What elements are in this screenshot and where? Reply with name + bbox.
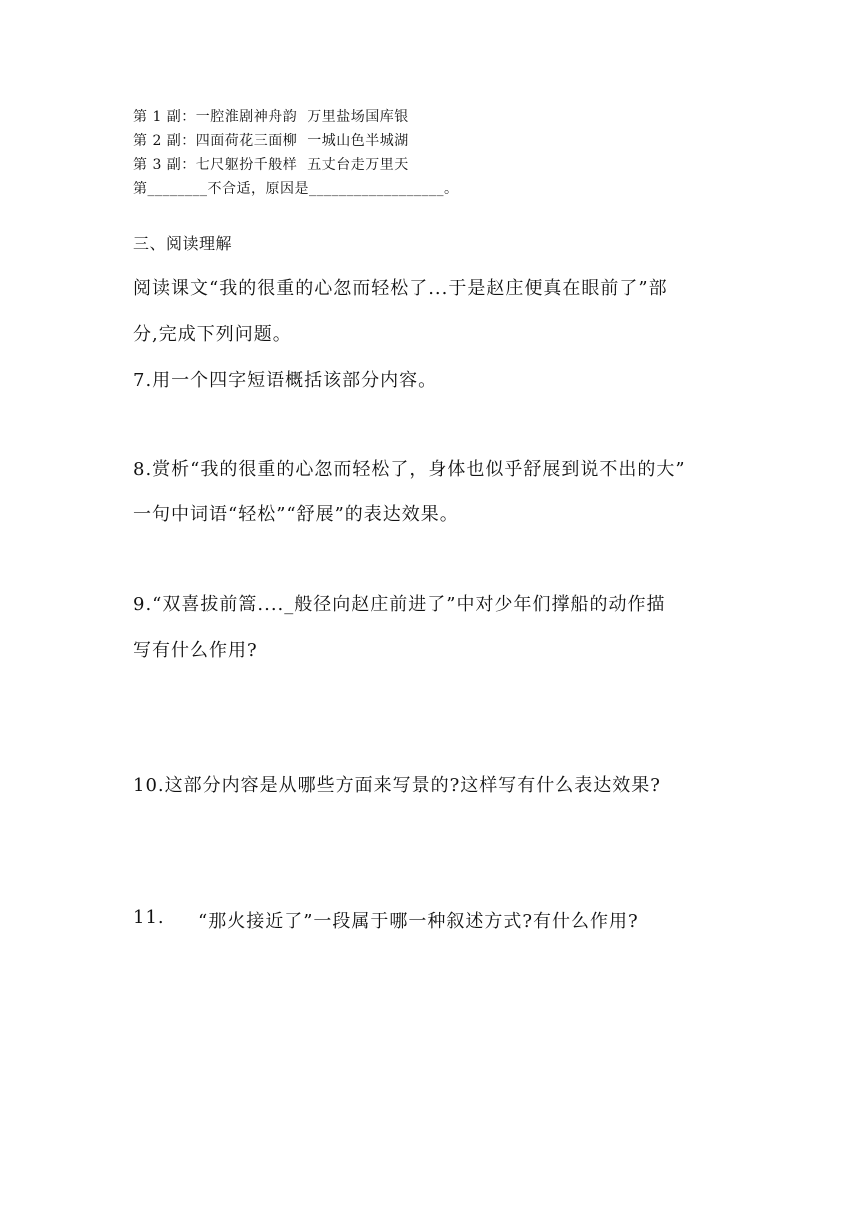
couplet-1: 第 1 副：一腔淮剧神舟韵 万里盐场国库银 — [133, 109, 409, 125]
question-11-number: 11. — [133, 907, 165, 928]
couplet-fill-in-line: 第________不合适，原因是__________________。 — [133, 181, 459, 197]
couplet-3: 第 3 副：七尺躯扮千般样 五丈台走万里天 — [133, 157, 409, 173]
section-title: 三、阅读理解 — [133, 234, 233, 253]
reading-intro-line-1: 阅读课文“我的很重的心忽而轻松了...于是赵庄便真在眼前了”部 — [133, 278, 668, 299]
question-11-text: “那火接近了”一段属于哪一种叙述方式?有什么作用? — [198, 911, 639, 932]
question-8-line-1: 8.赏析“我的很重的心忽而轻松了，身体也似乎舒展到说不出的大” — [133, 459, 686, 480]
reading-intro-line-2: 分,完成下列问题。 — [133, 324, 292, 345]
question-8-line-2: 一句中词语“轻松”“舒展”的表达效果。 — [133, 504, 459, 525]
question-7: 7.用一个四字短语概括该部分内容。 — [133, 370, 438, 391]
question-9-line-1: 9.“双喜拔前篙...._般径向赵庄前进了”中对少年们撑船的动作描 — [133, 594, 666, 615]
question-10: 10.这部分内容是从哪些方面来写景的?这样写有什么表达效果? — [133, 775, 661, 796]
couplet-2: 第 2 副：四面荷花三面柳 一城山色半城湖 — [133, 133, 409, 149]
question-9-line-2: 写有什么作用? — [133, 640, 258, 661]
